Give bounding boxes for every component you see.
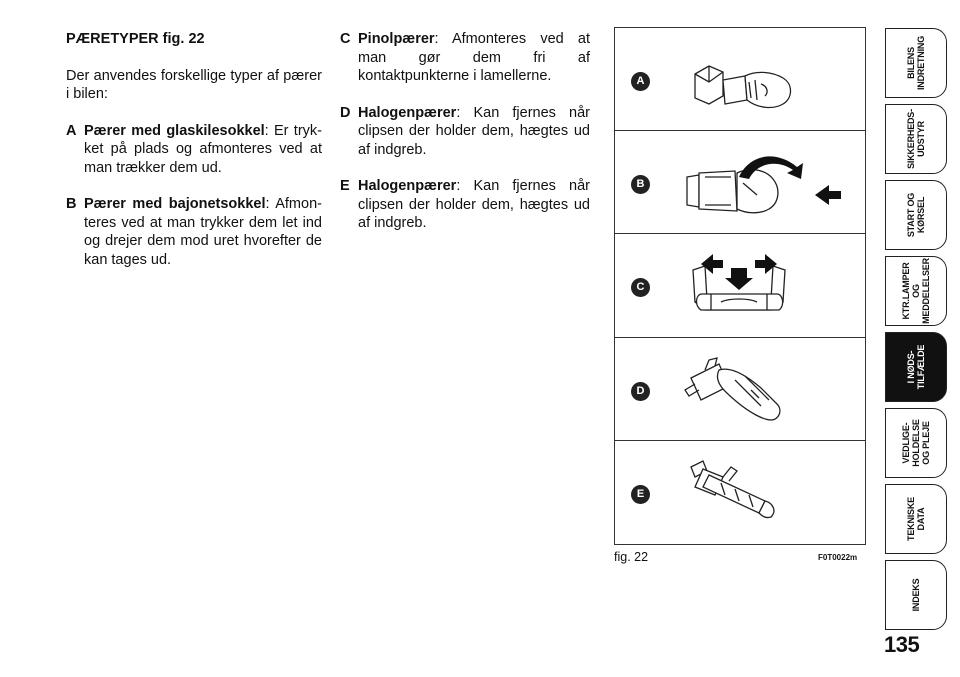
item-letter: B <box>66 196 77 212</box>
tab-label: TEKNISKE DATA <box>906 497 926 541</box>
figure-panel-c <box>615 234 865 337</box>
page-number: 135 <box>884 632 920 657</box>
item-text: : Er trykket på plads og afmonteres ved at man trækker dem ud. <box>84 122 322 176</box>
tab-label: BILENS INDRETNING <box>906 36 926 90</box>
item-term: Pærer med bajonetsokkel <box>84 196 266 212</box>
item-letter: E <box>340 178 350 194</box>
list-item-c <box>340 30 590 86</box>
figure-panel-d <box>615 338 865 441</box>
tab-label: SIKKERHEDS- UDSTYR <box>906 109 926 169</box>
bulb-types-figure <box>614 27 866 545</box>
panel-label: D <box>631 382 650 401</box>
item-letter: A <box>66 122 77 139</box>
tab-bilens-indretning[interactable] <box>885 28 947 98</box>
figure-panel-e <box>615 441 865 544</box>
item-text: : Kan fjernes når clipsen der holder dem, hægtes ud af indgreb. <box>358 178 590 231</box>
figure-caption: fig. 22 <box>614 550 649 564</box>
tab-tekniske-data[interactable] <box>885 484 947 554</box>
panel-label: E <box>631 485 650 504</box>
halogen-bulb-h1-illustration <box>665 447 855 539</box>
list-item-b <box>66 195 322 269</box>
item-letter: D <box>340 104 351 121</box>
item-term: Pærer med glaskilesokkel <box>84 122 265 139</box>
list-item-d <box>340 104 590 160</box>
item-text: : Kan fjernes når clipsen der holder dem, hægtes ud af indgreb. <box>358 104 590 158</box>
tab-ktr-lamper[interactable] <box>885 256 947 326</box>
panel-label: B <box>631 175 650 194</box>
festoon-bulb-illustration <box>665 240 855 332</box>
list-item-e <box>340 177 590 233</box>
item-text: : Afmonteres ved at man trykker dem let ind og drejer dem mod uret hvorefter de kan tages ud. <box>84 196 322 268</box>
item-letter: C <box>340 31 351 47</box>
tab-indeks[interactable] <box>885 560 947 630</box>
bayonet-base-bulb-illustration <box>665 137 855 229</box>
panel-label: A <box>631 72 650 91</box>
tab-i-nodstilfaelde[interactable] <box>885 332 947 402</box>
figure-panel-a <box>615 28 865 131</box>
item-term: Halogenpærer <box>358 178 457 194</box>
wedge-base-bulb-illustration <box>665 34 855 126</box>
tab-sikkerhedsudstyr[interactable] <box>885 104 947 174</box>
section-heading: PÆRETYPER fig. 22 <box>66 31 205 47</box>
list-item-a <box>66 122 322 178</box>
left-text-column <box>66 30 322 287</box>
figure-code: F0T0022m <box>818 553 858 562</box>
tab-label: I NØDS- TILFÆLDE <box>906 344 926 390</box>
middle-text-column <box>340 30 590 251</box>
halogen-bulb-h4-illustration <box>665 344 855 436</box>
item-term: Halogenpærer <box>358 104 457 121</box>
tab-vedligeholdelse[interactable] <box>885 408 947 478</box>
panel-label: C <box>631 278 650 297</box>
intro-paragraph: Der anvendes forskellige typer af pærer i bilen: <box>66 67 322 102</box>
tab-label: KTR.LAMPER OG MEDDELELSER <box>901 258 931 324</box>
tab-start-og-korsel[interactable] <box>885 180 947 250</box>
item-text: : Afmonteres ved at man gør dem fri af kontaktpunkterne i lamellerne. <box>358 31 590 84</box>
item-term: Pinolpærer <box>358 31 435 47</box>
figure-panel-b <box>615 131 865 234</box>
tab-label: INDEKS <box>911 578 921 612</box>
tab-label: START OG KØRSEL <box>906 192 926 238</box>
tab-label: VEDLIGE- HOLDELSE OG PLEJE <box>901 419 931 467</box>
